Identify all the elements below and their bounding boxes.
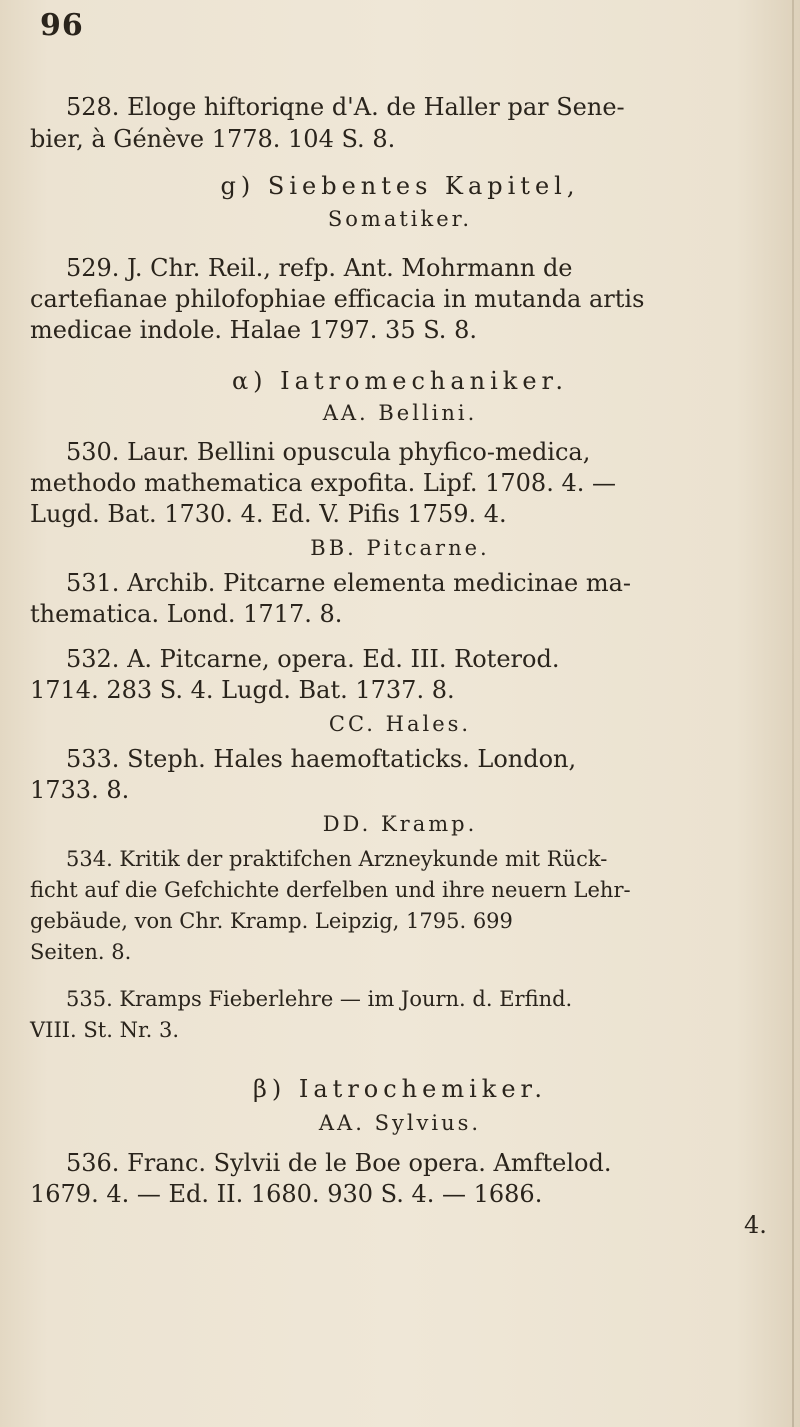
section-heading-beta: β) Iatrochemiker. (253, 1075, 547, 1103)
entry-531-line-2: thematica. Lond. 1717. 8. (30, 600, 343, 628)
entry-535-line-2: VIII. St. Nr. 3. (30, 1018, 180, 1042)
entry-530-line-3: Lugd. Bat. 1730. 4. Ed. V. Pifis 1759. 4. (30, 500, 507, 528)
entry-530-line-1: 530. Laur. Bellini opuscula phyfico-medica, (66, 438, 591, 466)
entry-529-line-1: 529. J. Chr. Reil., refp. Ant. Mohrmann de (66, 254, 573, 282)
entry-531-line-1: 531. Archib. Pitcarne elementa medicinae ma- (66, 569, 632, 597)
subsection-aa-sylvius: AA. Sylvius. (318, 1111, 482, 1135)
entry-536-line-1: 536. Franc. Sylvii de le Boe opera. Amftelod. (66, 1149, 612, 1177)
entry-528-line-2: bier, à Génève 1778. 104 S. 8. (30, 125, 396, 153)
entry-536-line-2: 1679. 4. — Ed. II. 1680. 930 S. 4. — 1686. (30, 1180, 543, 1208)
entry-529-line-3: medicae indole. Halae 1797. 35 S. 8. (30, 316, 477, 344)
entry-535-line-1: 535. Kramps Fieberlehre — im Journ. d. Erfind. (66, 987, 573, 1011)
entry-528-line-1: 528. Eloge hiftoriqne d'A. de Haller par Sene- (66, 93, 625, 121)
subsection-dd-kramp: DD. Kramp. (322, 812, 478, 836)
page-number: 96 (40, 8, 84, 43)
subsection-bb-pitcarne: BB. Pitcarne. (310, 536, 490, 560)
chapter-subheading: Somatiker. (327, 207, 473, 231)
entry-534-line-3: gebäude, von Chr. Kramp. Leipzig, 1795. 699 (30, 909, 513, 933)
chapter-heading: g) Siebentes Kapitel, (220, 172, 580, 200)
entry-533-line-2: 1733. 8. (30, 776, 130, 804)
entry-534-line-1: 534. Kritik der praktifchen Arzneykunde mit Rück- (66, 847, 608, 871)
entry-532-line-1: 532. A. Pitcarne, opera. Ed. III. Roterod. (66, 645, 560, 673)
subsection-cc-hales: CC. Hales. (328, 712, 472, 736)
section-heading-alpha: α) Iatromechaniker. (231, 367, 569, 395)
entry-534-line-4: Seiten. 8. (30, 940, 132, 964)
entry-533-line-1: 533. Steph. Hales haemoftaticks. London, (66, 745, 577, 773)
entry-530-line-2: methodo mathematica expofita. Lipf. 1708. 4. — (30, 469, 616, 497)
entry-536-line-3: 4. (744, 1211, 767, 1239)
entry-534-line-2: ficht auf die Gefchichte derfelben und ihre neuern Lehr- (30, 878, 631, 902)
entry-532-line-2: 1714. 283 S. 4. Lugd. Bat. 1737. 8. (30, 676, 455, 704)
entry-529-line-2: cartefianae philofophiae efficacia in mutanda artis (30, 285, 645, 313)
subsection-aa-bellini: AA. Bellini. (322, 401, 478, 425)
